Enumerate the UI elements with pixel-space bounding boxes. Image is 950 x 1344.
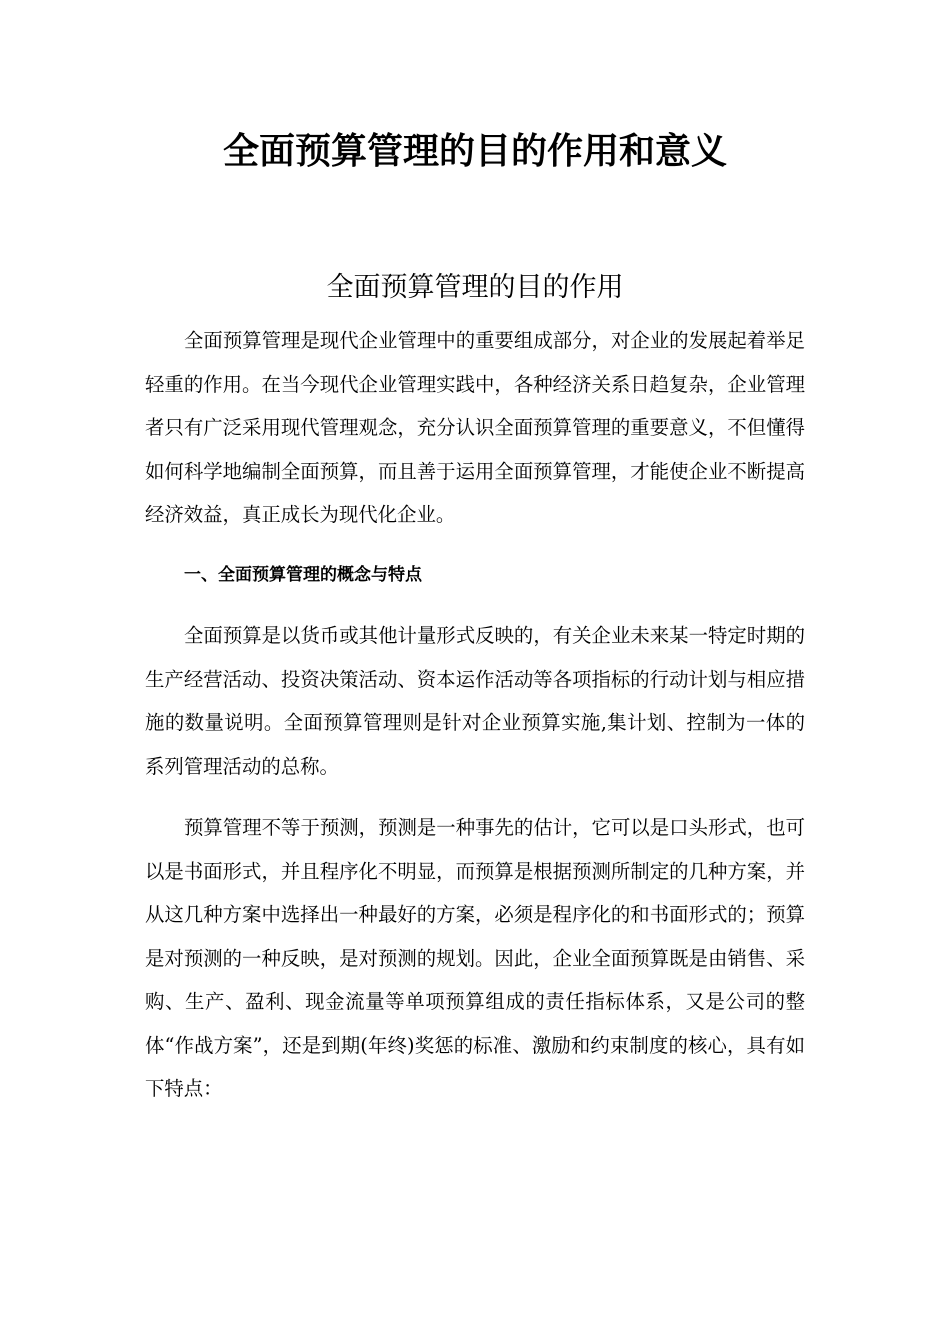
subheading-concept-features: 一、全面预算管理的概念与特点 — [184, 565, 422, 585]
intro-paragraph: 全面预算管理是现代企业管理中的重要组成部分，对企业的发展起着举足轻重的作用。在当今现代企业管理实践中，各种经济关系日趋复杂，企业管理者只有广泛采用现代管理观念，充分认识全面预算管理的重要意义，不但懂得如何科学地编制全面预算，而且善于运用全面预算管理，才能使企业不断提高经济效益，真正成长为现代化企业。 — [145, 329, 805, 526]
budget-vs-forecast-paragraph: 预算管理不等于预测，预测是一种事先的估计，它可以是口头形式，也可以是书面形式，并且程序化不明显，而预算是根据预测所制定的几种方案，并从这几种方案中选择出一种最好的方案，必须是程序化的和书面形式的；预算是对预测的一种反映，是对预测的规划。因此，企业全面预算既是由销售、采购、生产、盈利、现金流量等单项预算组成的责任指标体系，又是公司的整体“作战方案”，还是到期(年终)奖惩的标准、激励和约束制度的核心，具有如下特点： — [145, 816, 805, 1100]
document-title: 全面预算管理的目的作用和意义 — [222, 130, 727, 172]
section-title: 全面预算管理的目的作用 — [326, 272, 624, 303]
definition-paragraph: 全面预算是以货币或其他计量形式反映的，有关企业未来某一特定时期的生产经营活动、投资决策活动、资本运作活动等各项指标的行动计划与相应措施的数量说明。全面预算管理则是针对企业预算实施,集计划、控制为一体的系列管理活动的总称。 — [145, 624, 805, 778]
